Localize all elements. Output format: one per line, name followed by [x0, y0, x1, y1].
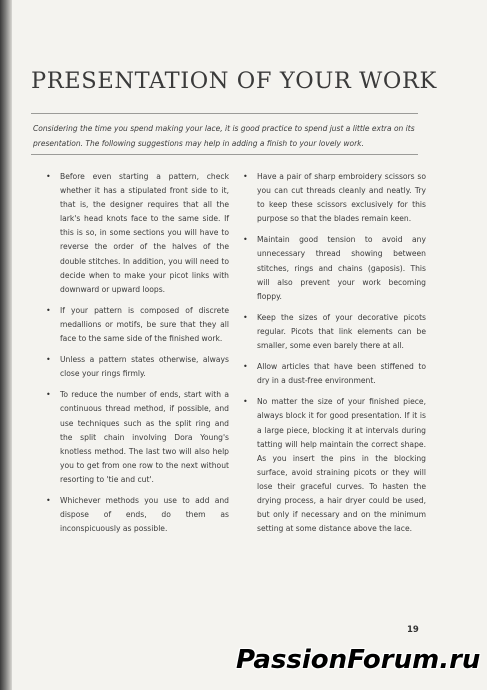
list-item [240, 233, 426, 303]
list-item [43, 494, 229, 536]
bullet-icon: • [243, 312, 248, 322]
bullet-icon: • [243, 235, 248, 245]
list-item [240, 360, 426, 388]
list-item-text: Maintain good tension to avoid any unnecessary thread showing between stitches, rings and chains (gaposis). This will also prevent your work becoming floppy. [257, 235, 426, 301]
top-divider [31, 113, 418, 114]
list-item-text: Have a pair of sharp embroidery scissors so you can cut threads cleanly and neatly. Try to keep these scissors exclusively for this purpose so that the blades remain keen. [257, 172, 426, 224]
page-title: PRESENTATION OF YOUR WORK [31, 68, 437, 94]
bullet-icon: • [46, 355, 51, 365]
list-item-text: Whichever methods you use to add and dispose of ends, do them as inconspicuously as possible. [60, 495, 229, 534]
list-item [43, 388, 229, 487]
list-item-text: To reduce the number of ends, start with a continuous thread method, if possible, and use techniques such as the split ring and the split chain involving Dora Young's knotless method. The last two will also help you to get from one row to the next without resorting to 'tie and cut'. [60, 390, 229, 484]
bullet-icon: • [46, 390, 51, 400]
bullet-icon: • [46, 305, 51, 315]
list-item-text: Keep the sizes of your decorative picots regular. Picots that link elements can be smaller, some even barely there at all. [257, 312, 426, 351]
list-item-text: Unless a pattern states otherwise, always close your rings firmly. [60, 355, 229, 379]
list-item [43, 304, 229, 346]
bullet-icon: • [46, 495, 51, 505]
bullet-icon: • [243, 172, 248, 181]
list-item [240, 311, 426, 353]
bullet-icon: • [46, 172, 51, 181]
intro-paragraph: Considering the time you spend making your lace, it is good practice to spend just a little extra on its presentation. The following suggestions may help in adding a finish to your lovely work. [33, 124, 415, 148]
list-item-text: No matter the size of your finished piece, always block it for good presentation. If it is a large piece, blocking it at intervals during tatting will help maintain the correct shape. As you insert the pins in the blocking surface, avoid straining picots or they will lose their graceful curves. To hasten the drying process, a hair dryer could be used, but only if necessary and on the minimum setting at some distance above the lace. [257, 397, 426, 534]
binding-shadow [0, 0, 12, 690]
bullet-icon: • [243, 362, 248, 372]
list-item-text: If your pattern is composed of discrete medallions or motifs, be sure that they all face to the same side of the finished work. [60, 305, 229, 344]
list-item [43, 170, 229, 297]
list-item [43, 353, 229, 381]
page-number: 19 [407, 625, 419, 635]
list-item-text: Allow articles that have been stiffened to dry in a dust-free environment. [257, 362, 426, 386]
right-column-list [240, 170, 426, 543]
bottom-divider [31, 154, 418, 155]
left-column-list [43, 170, 229, 543]
list-item [240, 395, 426, 536]
list-item [240, 170, 426, 226]
forum-watermark: PassionForum.ru [236, 645, 481, 675]
list-item-text: Before even starting a pattern, check whether it has a stipulated front side to it, that is, the designer requires that all the lark's head knots face to the same side. If this is so, in some sections you will have to reverse the order of the halves of the double stitches. In addition, you will need to decide when to make your picot links with downward or upward loops. [60, 172, 229, 294]
bullet-icon: • [243, 397, 248, 407]
